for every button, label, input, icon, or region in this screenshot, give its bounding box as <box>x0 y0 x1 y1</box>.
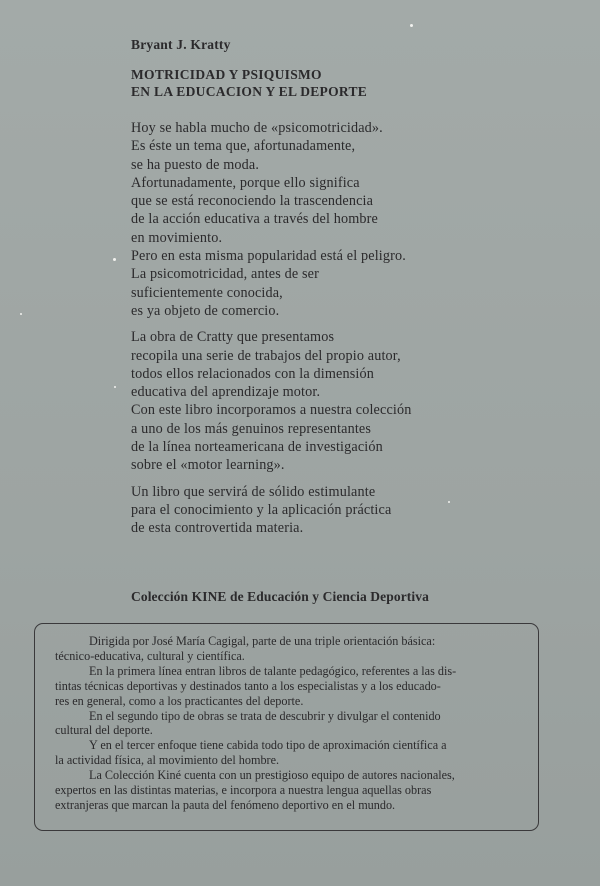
text-line: para el conocimiento y la aplicación práctica <box>131 501 392 518</box>
text-line: extranjeras que marcan la pauta del fenómeno deportivo en el mundo. <box>55 797 396 812</box>
text-line: Es éste un tema que, afortunadamente, <box>131 138 356 155</box>
collection-heading: Colección KINE de Educación y Ciencia Deportiva <box>131 589 429 604</box>
text-line: sobre el «motor learning». <box>131 457 285 474</box>
author-name: Bryant J. Kratty <box>131 37 231 52</box>
text-line: En el segundo tipo de obras se trata de descubrir y divulgar el contenido <box>89 708 441 723</box>
text-line: todos ellos relacionados con la dimensión <box>131 365 374 382</box>
text-line: tintas técnicas deportivas y destinados tanto a los especialistas y a los educado- <box>55 678 441 693</box>
text-line: La psicomotricidad, antes de ser <box>131 266 319 283</box>
text-line: en movimiento. <box>131 229 223 246</box>
text-line: es ya objeto de comercio. <box>131 302 280 319</box>
text-line: la actividad física, al movimiento del hombre. <box>55 753 280 768</box>
text-line: Un libro que servirá de sólido estimulante <box>131 483 376 500</box>
text-line: La obra de Cratty que presentamos <box>131 329 335 346</box>
text-line: cultural del deporte. <box>55 723 153 738</box>
paper-speck <box>448 501 450 503</box>
collection-description <box>55 634 525 813</box>
title-line: EN LA EDUCACION Y EL DEPORTE <box>131 84 368 99</box>
paper-speck <box>114 386 116 388</box>
text-line: que se está reconociendo la trascendencia <box>131 193 374 210</box>
text-line: Hoy se habla mucho de «psicomotricidad». <box>131 120 383 136</box>
text-line: Y en el tercer enfoque tiene cabida todo tipo de aproximación científica a <box>89 738 447 753</box>
text-line: de la línea norteamericana de investigación <box>131 439 383 456</box>
text-line: de esta controvertida materia. <box>131 520 304 537</box>
text-line: La Colección Kiné cuenta con un prestigioso equipo de autores nacionales, <box>89 768 455 783</box>
text-line: Pero en esta misma popularidad está el peligro. <box>131 248 406 265</box>
collection-paragraph-4 <box>55 738 525 768</box>
book-title <box>131 66 367 100</box>
text-line: res en general, como a los practicantes del deporte. <box>55 693 304 708</box>
text-line: a uno de los más genuinos representantes <box>131 420 372 437</box>
text-line: educativa del aprendizaje motor. <box>131 384 321 401</box>
blurb-paragraph-2 <box>131 328 551 474</box>
text-line: expertos en las distintas materias, e incorpora a nuestra lengua aquellas obras <box>55 783 432 798</box>
text-line: Dirigida por José María Cagigal, parte de una triple orientación básica: <box>89 634 436 648</box>
text-line: Con este libro incorporamos a nuestra colección <box>131 402 412 419</box>
text-line: recopila una serie de trabajos del propio autor, <box>131 347 401 364</box>
text-line: suficientemente conocida, <box>131 284 283 301</box>
collection-paragraph-2 <box>55 664 525 709</box>
text-line: técnico-educativa, cultural y científica. <box>55 648 245 663</box>
blurb-paragraph-1 <box>131 119 551 320</box>
paper-speck <box>20 313 22 315</box>
title-line: MOTRICIDAD Y PSIQUISMO <box>131 67 322 82</box>
collection-paragraph-1 <box>55 634 525 664</box>
text-line: En la primera línea entran libros de talante pedagógico, referentes a las dis- <box>89 663 457 678</box>
text-line: Afortunadamente, porque ello significa <box>131 174 360 191</box>
text-line: de la acción educativa a través del hombre <box>131 211 378 228</box>
collection-paragraph-3 <box>55 709 525 739</box>
collection-paragraph-5 <box>55 768 525 813</box>
blurb <box>131 119 551 546</box>
text-line: se ha puesto de moda. <box>131 156 260 173</box>
paper-speck <box>113 258 116 261</box>
blurb-paragraph-3 <box>131 483 551 538</box>
paper-speck <box>410 24 413 27</box>
